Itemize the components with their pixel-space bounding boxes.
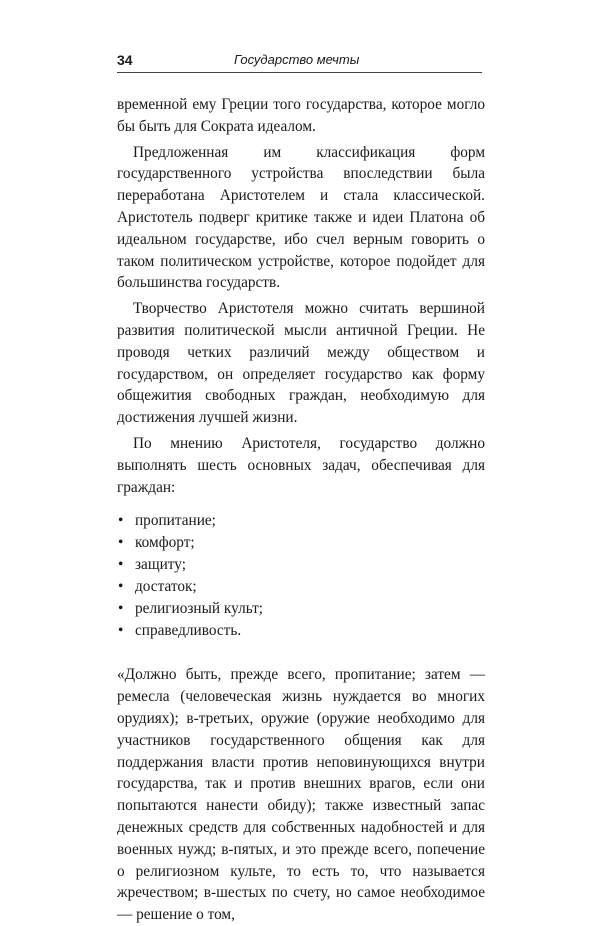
list-item: [117, 620, 485, 642]
running-title: Государство мечты: [234, 52, 360, 67]
quote-paragraph: «Должно быть, прежде всего, пропитание; затем — ремесла (человеческая жизнь нуждается во многих орудиях); в-третьих, оружие (оружие необходимо для участников государственного общения как для поддержания власти против неповинующихся внутри государства, так и против внешних врагов, если они попытаются нанести обиду); также известный запас денежных средств для собственных надобностей и для военных нужд; в-пятых, и это прежде всего, попечение о религиозном культе, то есть то, что называется жречеством; в-шестых по счету, но самое необходимое — решение о том,: [117, 666, 485, 924]
paragraph-4: По мнению Аристотеля, государство должно выполнять шесть основных задач, обеспечивая для граждан:: [117, 434, 485, 496]
bullet-icon: •: [118, 600, 124, 618]
list-item: [117, 576, 485, 598]
list-item: [117, 532, 485, 554]
list-item-text: справедливость.: [135, 622, 242, 640]
list-item-text: комфорт;: [135, 534, 195, 552]
list-item: [117, 510, 485, 532]
bullet-icon: •: [118, 622, 124, 640]
page-number: 34: [117, 52, 133, 68]
list-item-text: пропитание;: [135, 512, 216, 530]
paragraph-1: временной ему Греции того государства, которое могло бы быть для Сократа идеалом.: [117, 96, 485, 135]
bullet-icon: •: [118, 556, 124, 574]
list-item-text: религиозный культ;: [135, 600, 264, 618]
bullet-icon: •: [118, 534, 124, 552]
page-body: [117, 94, 485, 926]
paragraph-3: Творчество Аристотеля можно считать вершиной развития политической мысли античной Греции. Не проводя четких различий между обществом и государством, он определяет государство как форму общежития свободных граждан, необходимую для достижения лучшей жизни.: [117, 300, 485, 427]
paragraph-2: Предложенная им классификация форм государственного устройства впоследствии была переработана Аристотелем и стала классической. Аристотель подверг критике также и идеи Платона об идеальном государстве, ибо счел верным говорить о таком политическом устройстве, которое подойдет для большинства государств.: [117, 143, 485, 292]
list-item-text: защиту;: [135, 556, 186, 574]
list-item-text: достаток;: [135, 578, 197, 596]
bullet-icon: •: [118, 512, 124, 530]
bullet-icon: •: [118, 578, 124, 596]
list-item: [117, 598, 485, 620]
tasks-list: [117, 510, 485, 642]
list-item: [117, 554, 485, 576]
page-header: [117, 50, 482, 73]
